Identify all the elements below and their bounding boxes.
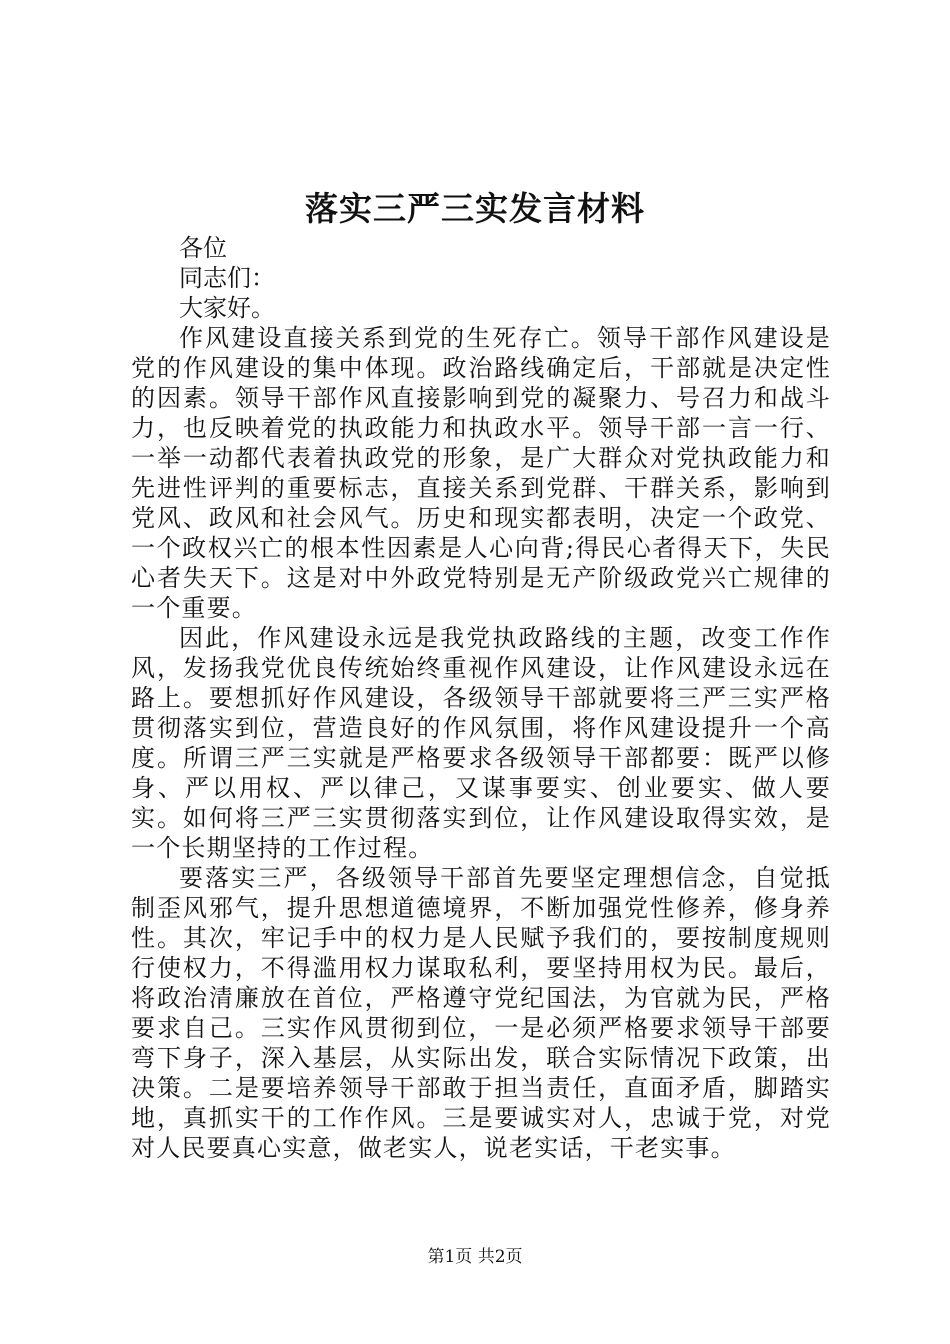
- body-paragraph: 因此，作风建设永远是我党执政路线的主题，改变工作作风，发扬我党优良传统始终重视作风建设，让作风建设永远在路上。要想抓好作风建设，各级领导干部就要将三严三实严格贯彻落实到位，营造良好的作风氛围，将作风建设提升一个高度。所谓三严三实就是严格要求各级领导干部都要：既严以修身、严以用权、严以律己，又谋事要实、创业要实、做人要实。如何将三严三实贯彻落实到位，让作风建设取得实效，是一个长期坚持的工作过程。: [131, 624, 831, 862]
- body-paragraph: 要落实三严，各级领导干部首先要坚定理想信念，自觉抵制歪风邪气，提升思想道德境界，不断加强党性修养，修身养性。其次，牢记手中的权力是人民赋予我们的，要按制度规则行使权力，不得滥用权力谋取私利，要坚持用权为民。最后，将政治清廉放在首位，严格遵守党纪国法，为官就为民，严格要求自己。三实作风贯彻到位，一是必须严格要求领导干部要弯下身子，深入基层，从实际出发，联合实际情况下政策，出决策。二是要培养领导干部敢于担当责任，直面矛盾，脚踏实地，真抓实干的工作作风。三是要诚实对人，忠诚于党，对党对人民要真心实意，做老实人，说老实话，干老实事。: [131, 864, 831, 1162]
- salutation-line: 各位: [179, 234, 227, 262]
- document-title: 落实三严三实发言材料: [305, 189, 645, 228]
- salutation-line: 同志们：: [179, 264, 275, 292]
- body-paragraph: 作风建设直接关系到党的生死存亡。领导干部作风建设是党的作风建设的集中体现。政治路线确定后，干部就是决定性的因素。领导干部作风直接影响到党的凝聚力、号召力和战斗力，也反映着党的执政能力和执政水平。领导干部一言一行、一举一动都代表着执政党的形象，是广大群众对党执政能力和先进性评判的重要标志，直接关系到党群、干群关系，影响到党风、政风和社会风气。历史和现实都表明，决定一个政党、一个政权兴亡的根本性因素是人心向背;得民心者得天下，失民心者失天下。这是对中外政党特别是无产阶级政党兴亡规律的一个重要。: [131, 324, 831, 622]
- page-footer: 第1页 共2页: [427, 1247, 523, 1267]
- salutation-line: 大家好。: [179, 294, 275, 322]
- document-body: [131, 233, 831, 1163]
